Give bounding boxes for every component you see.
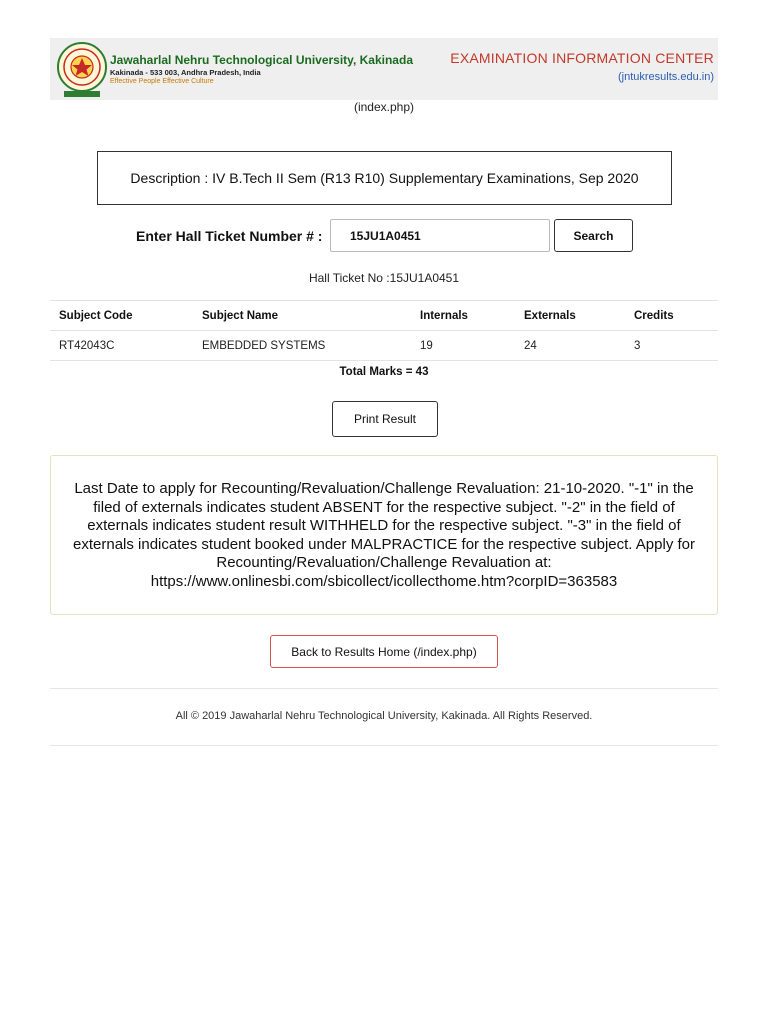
hall-ticket-number: Hall Ticket No :15JU1A0451	[308, 271, 460, 285]
column-header: Internals	[411, 301, 515, 331]
subject-code-cell: RT42043C	[50, 331, 193, 361]
credits-cell: 3	[625, 331, 718, 361]
subject-name-cell: EMBEDDED SYSTEMS	[193, 331, 411, 361]
print-result-button[interactable]: Print Result	[332, 401, 438, 437]
back-to-results-button[interactable]: Back to Results Home (/index.php)	[270, 635, 498, 668]
externals-cell: 24	[515, 331, 625, 361]
university-seal-icon	[56, 40, 108, 98]
footer-divider-top	[50, 688, 718, 689]
column-header: Subject Code	[50, 301, 193, 331]
table-row	[50, 331, 718, 361]
results-table	[50, 300, 718, 361]
table-header-row	[50, 301, 718, 331]
exam-center-title[interactable]: EXAMINATION INFORMATION CENTER	[450, 50, 714, 66]
site-header	[50, 38, 718, 100]
footer-divider-bottom	[50, 745, 718, 746]
university-name: Jawaharlal Nehru Technological University, Kakinada	[110, 53, 413, 67]
total-marks: Total Marks = 43	[339, 366, 429, 378]
internals-cell: 19	[411, 331, 515, 361]
footer-copyright: All © 2019 Jawaharlal Nehru Technological University, Kakinada. All Rights Reserved.	[175, 710, 593, 722]
hall-ticket-input[interactable]	[330, 219, 550, 252]
search-button[interactable]: Search	[554, 219, 633, 252]
exam-description: Description : IV B.Tech II Sem (R13 R10) Supplementary Examinations, Sep 2020	[97, 151, 672, 205]
index-link[interactable]: (index.php)	[353, 100, 415, 114]
column-header: Externals	[515, 301, 625, 331]
site-link[interactable]: (jntukresults.edu.in)	[618, 71, 714, 83]
revaluation-notice: Last Date to apply for Recounting/Revaluation/Challenge Revaluation: 21-10-2020. "-1" in the filed of externals indicates student ABSENT for the respective subject. "-2" in the field of externals indicates student result WITHHELD for the respective subject. "-3" in the field of externals indicates student booked under MALPRACTICE for the respective subject. Apply for Recounting/Revaluation/Challenge Revaluation at: https://www.onlinesbi.com/sbicollect/icollecthome.htm?corpID=363583	[50, 455, 718, 615]
hall-ticket-label: Enter Hall Ticket Number # :	[136, 228, 323, 244]
column-header: Subject Name	[193, 301, 411, 331]
column-header: Credits	[625, 301, 718, 331]
university-address: Kakinada - 533 003, Andhra Pradesh, India	[110, 68, 261, 77]
university-motto: Effective People Effective Culture	[110, 78, 214, 85]
